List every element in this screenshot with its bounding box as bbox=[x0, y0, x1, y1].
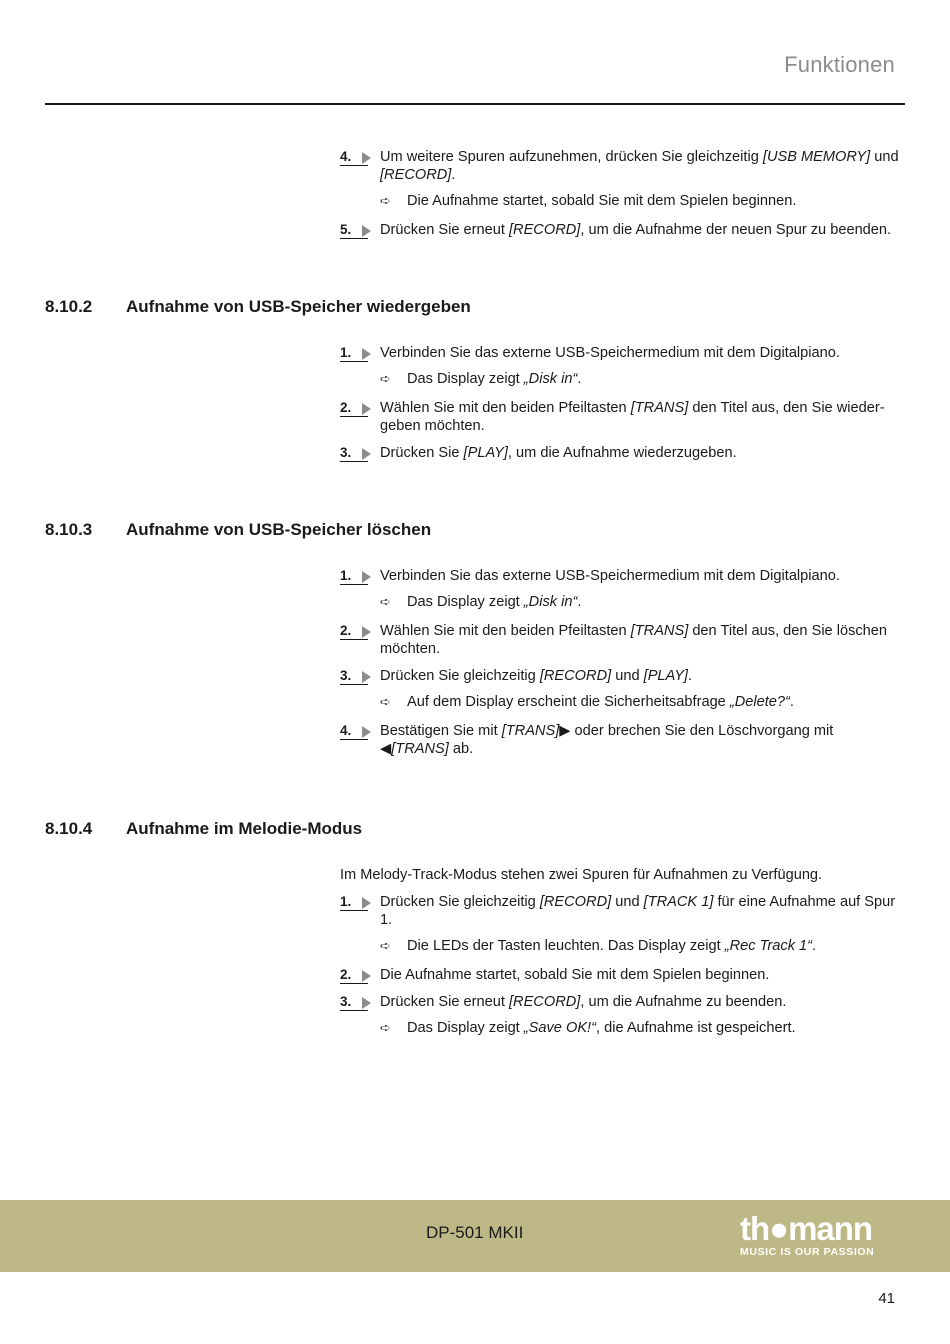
step-number: 1. bbox=[340, 893, 374, 911]
step-item: 2. Wählen Sie mit den beiden Pfeiltasten [TRANS] den Titel aus, den Sie löschen möchten. bbox=[340, 623, 888, 657]
step-result: ➪ Auf dem Display erscheint die Sicherheitsabfrage „Delete?“. bbox=[380, 694, 794, 710]
step-result: ➪ Das Display zeigt „Save OK!“, die Aufnahme ist gespeichert. bbox=[380, 1020, 796, 1036]
result-arrow-icon: ➪ bbox=[380, 594, 391, 609]
section-steps bbox=[340, 567, 905, 767]
step-item: 2. Wählen Sie mit den beiden Pfeiltasten [TRANS] den Titel aus, den Sie wieder-geben möchten. bbox=[340, 400, 885, 434]
step-number: 4. bbox=[340, 148, 374, 166]
step-result: ➪ Die LEDs der Tasten leuchten. Das Display zeigt „Rec Track 1“. bbox=[380, 938, 817, 954]
section-heading bbox=[45, 819, 362, 839]
page-header-title: Funktionen bbox=[784, 52, 895, 77]
step-result: ➪ Die Aufnahme startet, sobald Sie mit dem Spielen beginnen. bbox=[380, 193, 797, 209]
step-item: 5. Drücken Sie erneut [RECORD], um die Aufnahme der neuen Spur zu beenden. bbox=[340, 222, 892, 238]
step-number: 5. bbox=[340, 221, 374, 239]
arrow-right-icon: ▶ bbox=[559, 723, 571, 739]
step-number: 1. bbox=[340, 344, 374, 362]
result-arrow-icon: ➪ bbox=[380, 938, 391, 953]
step-item: 1. Verbinden Sie das externe USB-Speichermedium mit dem Digitalpiano. bbox=[340, 345, 840, 361]
page-number: 41 bbox=[878, 1290, 895, 1307]
header-rule bbox=[45, 103, 905, 105]
section-number: 8.10.2 bbox=[45, 297, 93, 316]
result-arrow-icon: ➪ bbox=[380, 1020, 391, 1035]
step-number: 3. bbox=[340, 667, 374, 685]
section-title: Aufnahme im Melodie-Modus bbox=[126, 819, 363, 838]
step-item: 4. Um weitere Spuren aufzunehmen, drücken Sie gleichzeitig [USB MEMORY] und [RECORD]. bbox=[340, 149, 899, 183]
step-number: 3. bbox=[340, 444, 374, 462]
arrow-left-icon: ◀ bbox=[380, 741, 392, 757]
logo-wordmark: th●mann bbox=[740, 1210, 873, 1247]
step-item: 1. Verbinden Sie das externe USB-Speichermedium mit dem Digitalpiano. bbox=[340, 568, 840, 584]
logo-tagline: MUSIC IS OUR PASSION bbox=[740, 1246, 875, 1258]
section-steps bbox=[340, 344, 905, 471]
footer-model-name: DP-501 MKII bbox=[426, 1223, 524, 1242]
section-continuation bbox=[340, 148, 905, 248]
section-title: Aufnahme von USB-Speicher löschen bbox=[126, 520, 432, 539]
section-heading bbox=[45, 520, 431, 540]
thomann-logo bbox=[740, 1212, 900, 1258]
section-heading bbox=[45, 297, 471, 317]
section-number: 8.10.4 bbox=[45, 819, 93, 838]
step-item: 3. Drücken Sie erneut [RECORD], um die Aufnahme zu beenden. bbox=[340, 994, 787, 1010]
step-item: 2. Die Aufnahme startet, sobald Sie mit dem Spielen beginnen. bbox=[340, 967, 770, 983]
step-number: 3. bbox=[340, 993, 374, 1011]
step-item: 3. Drücken Sie gleichzeitig [RECORD] und [PLAY]. bbox=[340, 668, 693, 684]
section-steps bbox=[340, 866, 905, 1048]
step-number: 1. bbox=[340, 567, 374, 585]
step-item: 3. Drücken Sie [PLAY], um die Aufnahme wiederzugeben. bbox=[340, 445, 737, 461]
result-arrow-icon: ➪ bbox=[380, 694, 391, 709]
step-item: 4. Bestätigen Sie mit [TRANS]▶ oder brechen Sie den Löschvorgang mit ◀[TRANS] ab. bbox=[340, 723, 834, 757]
step-number: 2. bbox=[340, 966, 374, 984]
step-result: ➪ Das Display zeigt „Disk in“. bbox=[380, 594, 582, 610]
step-result: ➪ Das Display zeigt „Disk in“. bbox=[380, 371, 582, 387]
result-arrow-icon: ➪ bbox=[380, 371, 391, 386]
step-item: 1. Drücken Sie gleichzeitig [RECORD] und [TRACK 1] für eine Aufnahme auf Spur 1. bbox=[340, 894, 896, 928]
section-intro: Im Melody-Track-Modus stehen zwei Spuren für Aufnahmen zu Verfügung. bbox=[340, 867, 823, 883]
step-number: 2. bbox=[340, 399, 374, 417]
step-number: 4. bbox=[340, 722, 374, 740]
step-number: 2. bbox=[340, 622, 374, 640]
result-arrow-icon: ➪ bbox=[380, 193, 391, 208]
section-title: Aufnahme von USB-Speicher wiedergeben bbox=[126, 297, 471, 316]
section-number: 8.10.3 bbox=[45, 520, 93, 539]
